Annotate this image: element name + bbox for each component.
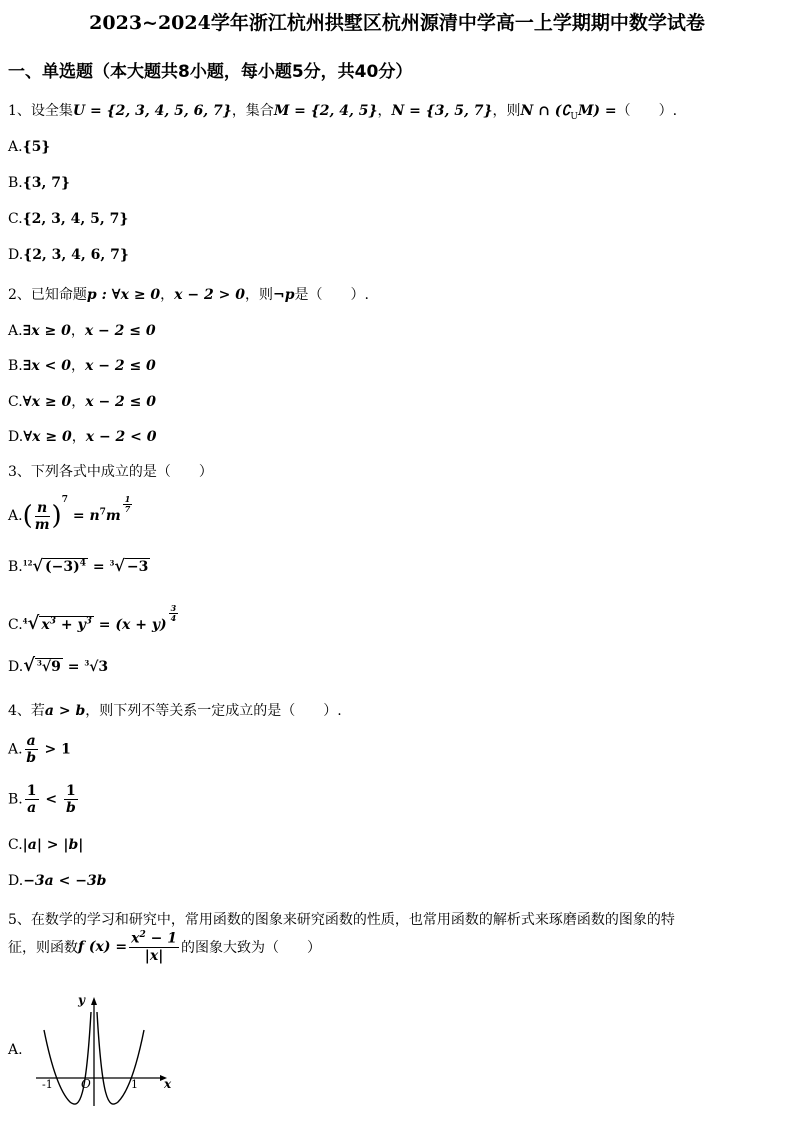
question-5-line-2: 征，则函数f (x) = $\frac{x^2 - 1}{|x|}$ 的图象大致为（ ） xyxy=(8,930,321,964)
q1-option-c[interactable]: C.{2, 3, 4, 5, 7} xyxy=(8,211,129,227)
q4-option-c[interactable]: C.|a| > |b| xyxy=(8,837,84,853)
q3-option-a[interactable]: A.( $\frac{n}{m}$ )$^7 = n^7m$ $\frac{1}{7}$ xyxy=(8,494,131,533)
x-label: x xyxy=(164,1077,172,1091)
question-2: 2、已知命题p : ∀x ≥ 0，x − 2 > 0，则¬p是（ ）. xyxy=(8,287,369,303)
y-label: y xyxy=(78,993,85,1007)
tick-neg1: -1 xyxy=(42,1078,53,1091)
q2-option-c[interactable]: C.∀x ≥ 0，x − 2 ≤ 0 xyxy=(8,394,157,410)
origin-label: O xyxy=(81,1077,91,1091)
q4-option-d[interactable]: D.−3a < −3b xyxy=(8,873,107,889)
q4-option-a[interactable]: A. $\frac{a}{b}$ > 1 xyxy=(8,733,71,767)
question-3: 3、下列各式中成立的是（ ） xyxy=(8,464,213,480)
q1-option-b[interactable]: B.{3, 7} xyxy=(8,175,70,191)
q2-option-a[interactable]: A.∃x ≥ 0，x − 2 ≤ 0 xyxy=(8,323,156,339)
q3-option-d[interactable]: D.√ $^3$√9 = $^3$√3 xyxy=(8,655,109,676)
y-axis-arrow xyxy=(91,997,97,1005)
q5-option-a-graph xyxy=(30,990,180,1110)
q5-option-a-label[interactable]: A. xyxy=(8,1042,23,1058)
q2-option-d[interactable]: D.∀x ≥ 0，x − 2 < 0 xyxy=(8,429,157,445)
tick-pos1: 1 xyxy=(131,1078,138,1091)
q1-option-a[interactable]: A.{5} xyxy=(8,139,51,155)
question-4: 4、若a > b，则下列不等关系一定成立的是（ ）. xyxy=(8,703,342,719)
q4-option-b[interactable]: B. $\frac{1}{a}$ < $\frac{1}{b}$ xyxy=(8,783,76,817)
question-1: 1、设全集U = {2, 3, 4, 5, 6, 7}，集合M = {2, 4, 5}，N = {3, 5, 7}，则N ∩ $(∁_UM)$ =（ ）. xyxy=(8,103,678,122)
q1-option-d[interactable]: D.{2, 3, 4, 6, 7} xyxy=(8,247,129,263)
section-heading: 一、单选题（本大题共8小题，每小题5分，共40分） xyxy=(8,62,413,82)
q3-option-c[interactable]: C.$^4$√ $x^3 + y^3 = (x + y)$ $\frac{3}{4}$ xyxy=(8,603,177,635)
q3-option-b[interactable]: B.$^{12}$√ $(-3)^4 = ^3√ -3$ xyxy=(8,556,149,575)
question-5-line-1: 5、在数学的学习和研究中，常用函数的图象来研究函数的性质，也常用函数的解析式来琢磨函数的图象的特 xyxy=(8,912,675,928)
q2-option-b[interactable]: B.∃x < 0，x − 2 ≤ 0 xyxy=(8,358,156,374)
exam-title: 2023~2024学年浙江杭州拱墅区杭州源清中学高一上学期期中数学试卷 xyxy=(89,12,705,34)
